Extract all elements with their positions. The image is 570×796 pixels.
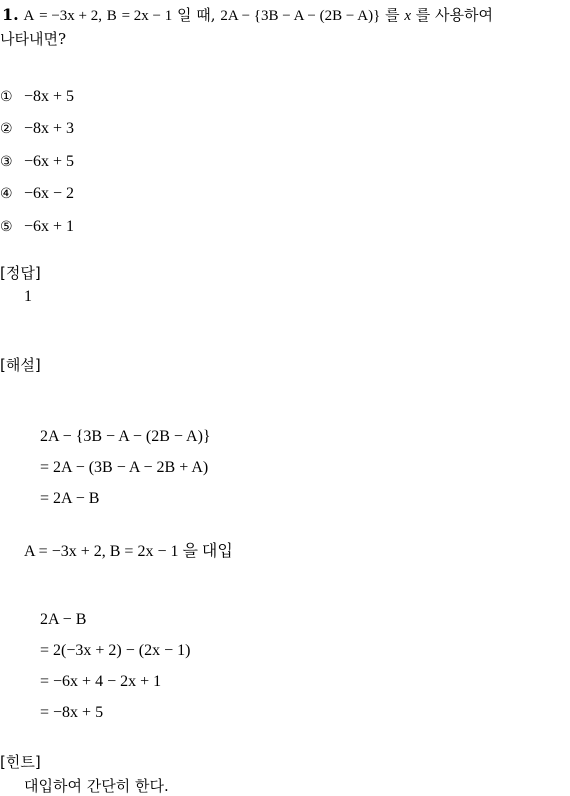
explanation-step: = 2A − (3B − A − 2B + A) xyxy=(40,459,209,476)
option-expression: −6x + 1 xyxy=(24,218,75,235)
option-expression: −8x + 5 xyxy=(24,88,75,105)
substitution-line: A = −3x + 2, B = 2x − 1 을 대입 xyxy=(24,543,233,560)
option-5[interactable] xyxy=(0,216,74,236)
explanation-step: 2A − B xyxy=(40,611,87,628)
option-mark: ② xyxy=(0,121,13,137)
b-expression: = 2x − 1 xyxy=(121,8,173,24)
variable-x: x xyxy=(404,8,412,24)
question-particle: 를 xyxy=(385,6,400,24)
option-mark: ① xyxy=(0,89,13,105)
b-label: B xyxy=(106,8,117,24)
hint-label: [힌트] xyxy=(0,753,41,771)
option-3[interactable] xyxy=(0,151,74,171)
option-1[interactable] xyxy=(0,86,74,106)
answer-value: 1 xyxy=(24,288,32,305)
question-tail: 를 사용하여 xyxy=(415,6,494,24)
explanation-label: [해설] xyxy=(0,356,41,374)
explanation-step: = 2(−3x + 2) − (2x − 1) xyxy=(40,642,191,659)
question-line-1 xyxy=(2,4,493,27)
option-expression: −6x + 5 xyxy=(24,153,75,170)
target-expression: 2A − {3B − A − (2B − A)} xyxy=(220,8,381,24)
option-mark: ⑤ xyxy=(0,219,13,235)
explanation-step: = 2A − B xyxy=(40,490,100,507)
explanation-step: = −6x + 4 − 2x + 1 xyxy=(40,673,162,690)
answer-label: [정답] xyxy=(0,264,41,282)
option-2[interactable] xyxy=(0,118,74,138)
explanation-step: 2A − {3B − A − (2B − A)} xyxy=(40,428,211,445)
option-4[interactable] xyxy=(0,183,74,203)
a-label: A xyxy=(23,8,35,24)
question-line-2: 나타내면? xyxy=(0,30,67,48)
option-mark: ③ xyxy=(0,154,13,170)
condition-text: 일 때, xyxy=(177,6,216,24)
option-expression: −8x + 3 xyxy=(24,120,75,137)
option-mark: ④ xyxy=(0,186,13,202)
option-expression: −6x − 2 xyxy=(24,185,75,202)
a-expression: = −3x + 2, xyxy=(39,8,102,24)
explanation-step: = −8x + 5 xyxy=(40,704,104,721)
hint-text: 대입하여 간단히 한다. xyxy=(24,777,169,795)
question-number: 1. xyxy=(2,5,19,24)
